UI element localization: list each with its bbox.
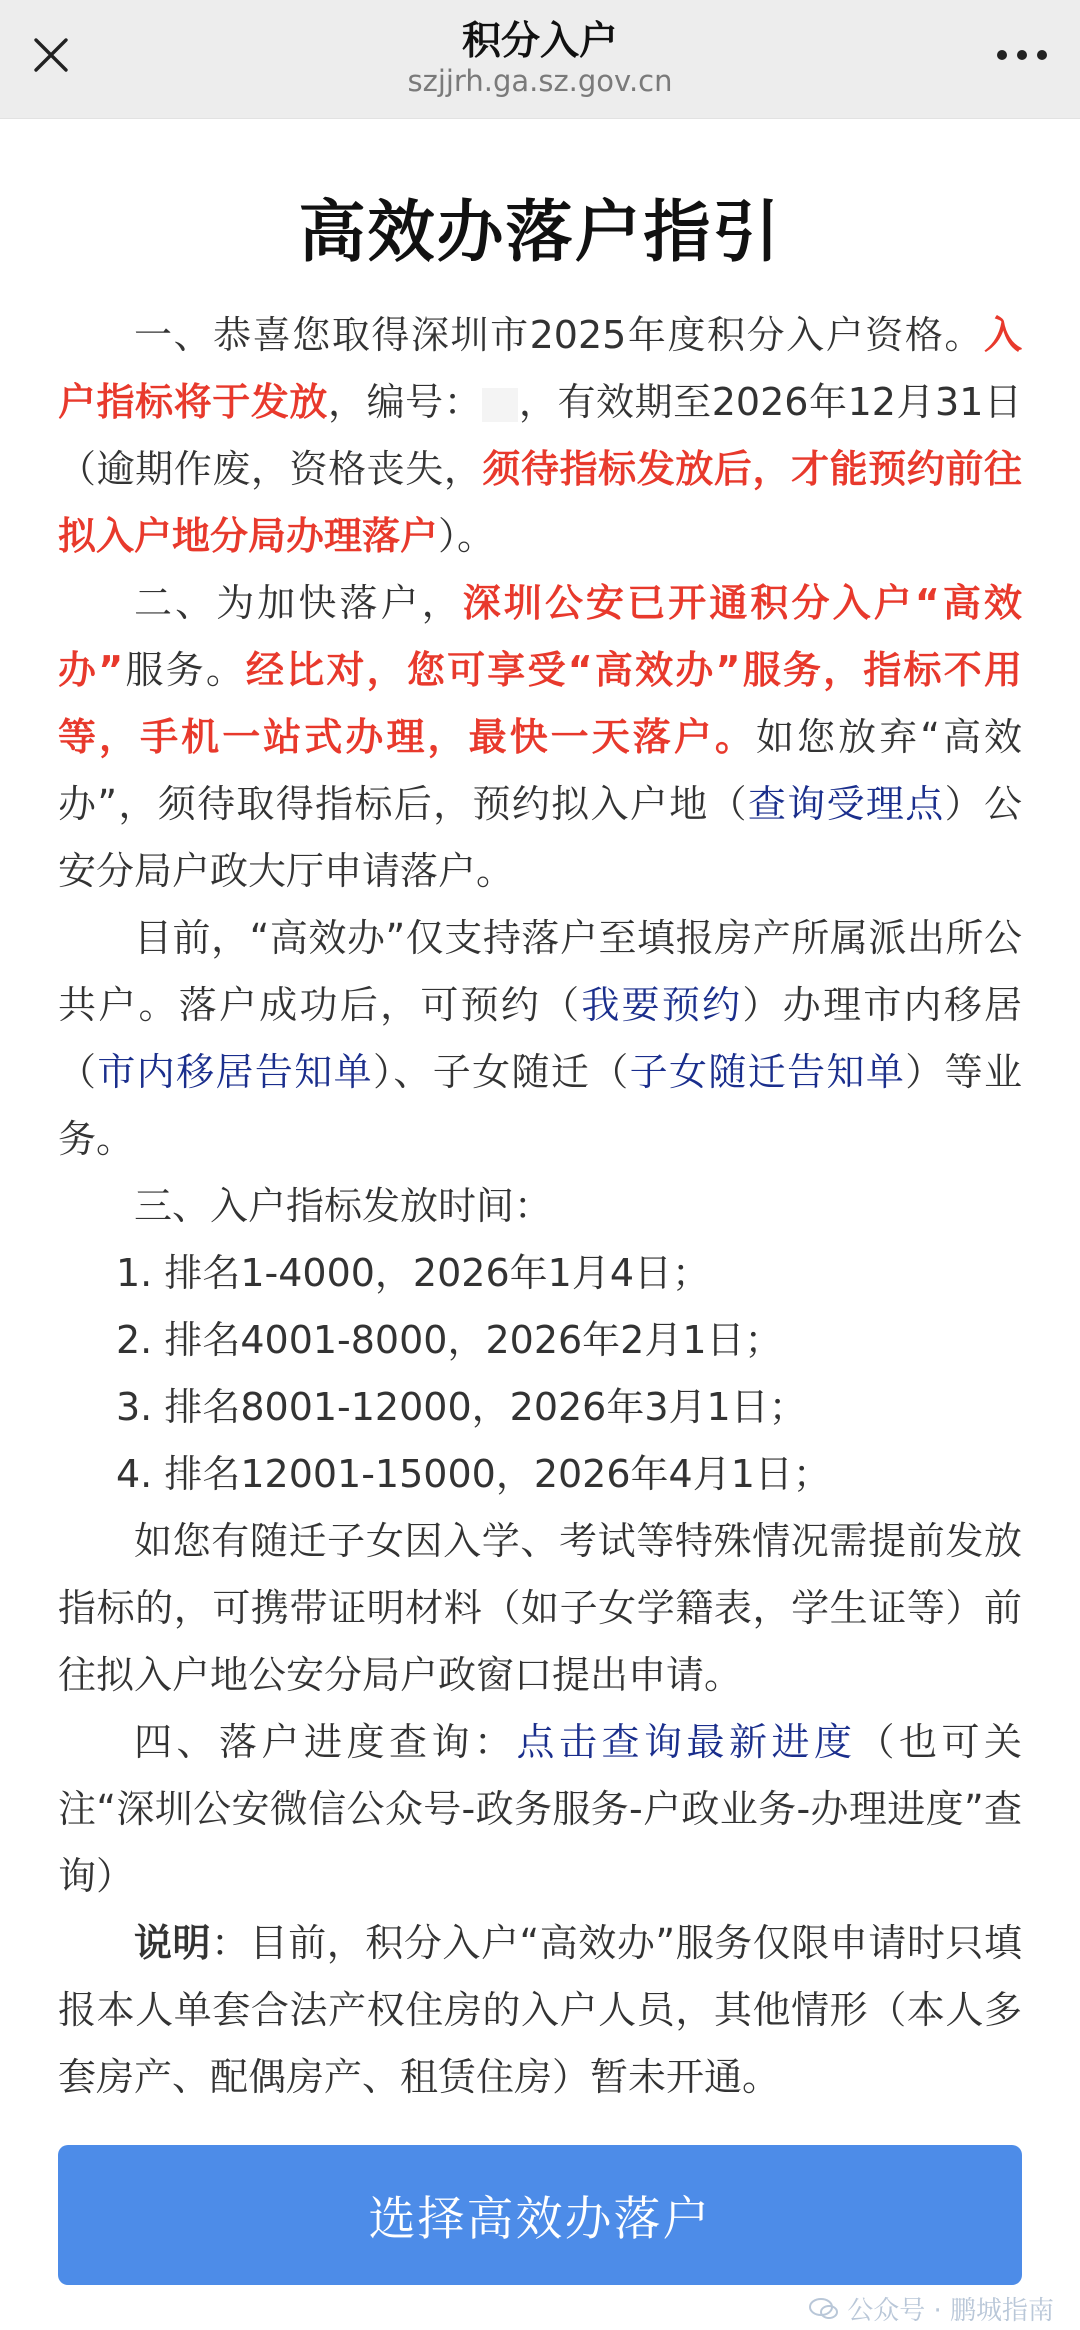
- watermark-text: 公众号 · 鹏城指南: [847, 2296, 1054, 2326]
- abandon-option-text: 如您放弃“高效办”，须待取得指标后，预约拟入户地（: [58, 715, 1022, 826]
- explanation-text: ：目前，积分入户“高效办”服务仅限申请时只填报本人单套合法产权住房的入户人员，其他情形（本人多套房产、配偶房产、租赁住房）暂未开通。: [58, 1921, 1022, 2099]
- relocation-notice-link[interactable]: 市内移居告知单: [97, 1050, 373, 1094]
- section-one-paragraph: [58, 302, 1022, 570]
- page-url: szjjrh.ga.sz.gov.cn: [407, 64, 673, 98]
- serial-number-blank: [482, 388, 518, 422]
- wechat-official-account-icon: [809, 2297, 839, 2321]
- schedule-item-2: 2. 排名4001-8000，2026年2月1日；: [116, 1318, 783, 1362]
- section-one-close: ）。: [438, 514, 496, 558]
- page-title: 高效办落户指引: [298, 193, 782, 271]
- serial-number-label: ，编号：: [328, 380, 483, 424]
- top-navigation-bar: [0, 0, 1080, 119]
- schedule-item-3: 3. 排名8001-12000，2026年3月1日；: [116, 1385, 807, 1429]
- section-two-close: ）公安分局户政大厅申请落户。: [58, 782, 1022, 893]
- appointment-link[interactable]: 我要预约: [581, 983, 743, 1027]
- validity-text: ，有效期至2026年12月31日（逾期作废，资格丧失，: [58, 380, 1022, 491]
- schedule-item-1: 1. 排名1-4000，2026年1月4日；: [116, 1251, 710, 1295]
- more-options-button[interactable]: [990, 26, 1054, 84]
- special-case-paragraph: 如您有随迁子女因入学、考试等特殊情况需提前发放指标的，可携带证明材料（如子女学籍表，学生证等）前往拟入户地公安分局户政窗口提出申请。: [58, 1519, 1022, 1697]
- child-relocation-notice-link[interactable]: 子女随迁告知单: [629, 1050, 906, 1094]
- scope-text-4: ）等业务。: [58, 1050, 1022, 1161]
- appointment-requirement: 须待指标发放后，才能预约前往拟入户地分局办理落户: [58, 447, 1022, 558]
- efficient-service-notice: 深圳公安已开通积分入户“高效办”: [58, 581, 1022, 692]
- service-word: 服务。: [123, 648, 247, 692]
- explanation-label: 说明: [134, 1921, 212, 1965]
- more-dots-icon: [994, 47, 1050, 63]
- progress-query-note: （也可关注“深圳公安微信公众号-政务服务-户政业务-办理进度”查询）: [58, 1720, 1022, 1898]
- cta-label: 选择高效办落户: [368, 2191, 712, 2247]
- explanation-paragraph: [58, 1910, 1022, 2111]
- progress-query-label: 四、落户进度查询：: [134, 1720, 517, 1764]
- section-two-intro: 二、为加快落户，: [134, 581, 463, 625]
- schedule-item-4: 4. 排名12001-15000，2026年4月1日；: [116, 1452, 831, 1496]
- eligibility-highlight: 经比对，您可享受“高效办”服务，指标不用等，手机一站式办理，最快一天落户。: [58, 648, 1022, 759]
- guide-content: [58, 118, 1022, 2111]
- quota-release-notice: 入户指标将于发放: [58, 313, 1022, 424]
- current-scope-paragraph: [58, 905, 1022, 1173]
- section-three-heading: 三、入户指标发放时间：: [134, 1184, 553, 1228]
- scope-text-3: ）、子女随迁（: [372, 1050, 630, 1094]
- watermark: [809, 2290, 1054, 2327]
- scope-text-2: ）办理市内移居（: [58, 983, 1022, 1094]
- scope-text: 目前，“高效办”仅支持落户至填报房产所属派出所公共户。落户成功后，可预约（: [58, 916, 1022, 1027]
- page-header-title: 积分入户: [461, 19, 618, 64]
- query-office-link[interactable]: 查询受理点: [747, 782, 945, 826]
- section-two-paragraph: [58, 570, 1022, 905]
- progress-query-link[interactable]: 点击查询最新进度: [516, 1720, 857, 1764]
- section-one-intro: 一、恭喜您取得深圳市2025年度积分入户资格。: [134, 313, 984, 357]
- section-four-paragraph: [58, 1709, 1022, 1910]
- select-efficient-settlement-button[interactable]: [58, 2145, 1022, 2285]
